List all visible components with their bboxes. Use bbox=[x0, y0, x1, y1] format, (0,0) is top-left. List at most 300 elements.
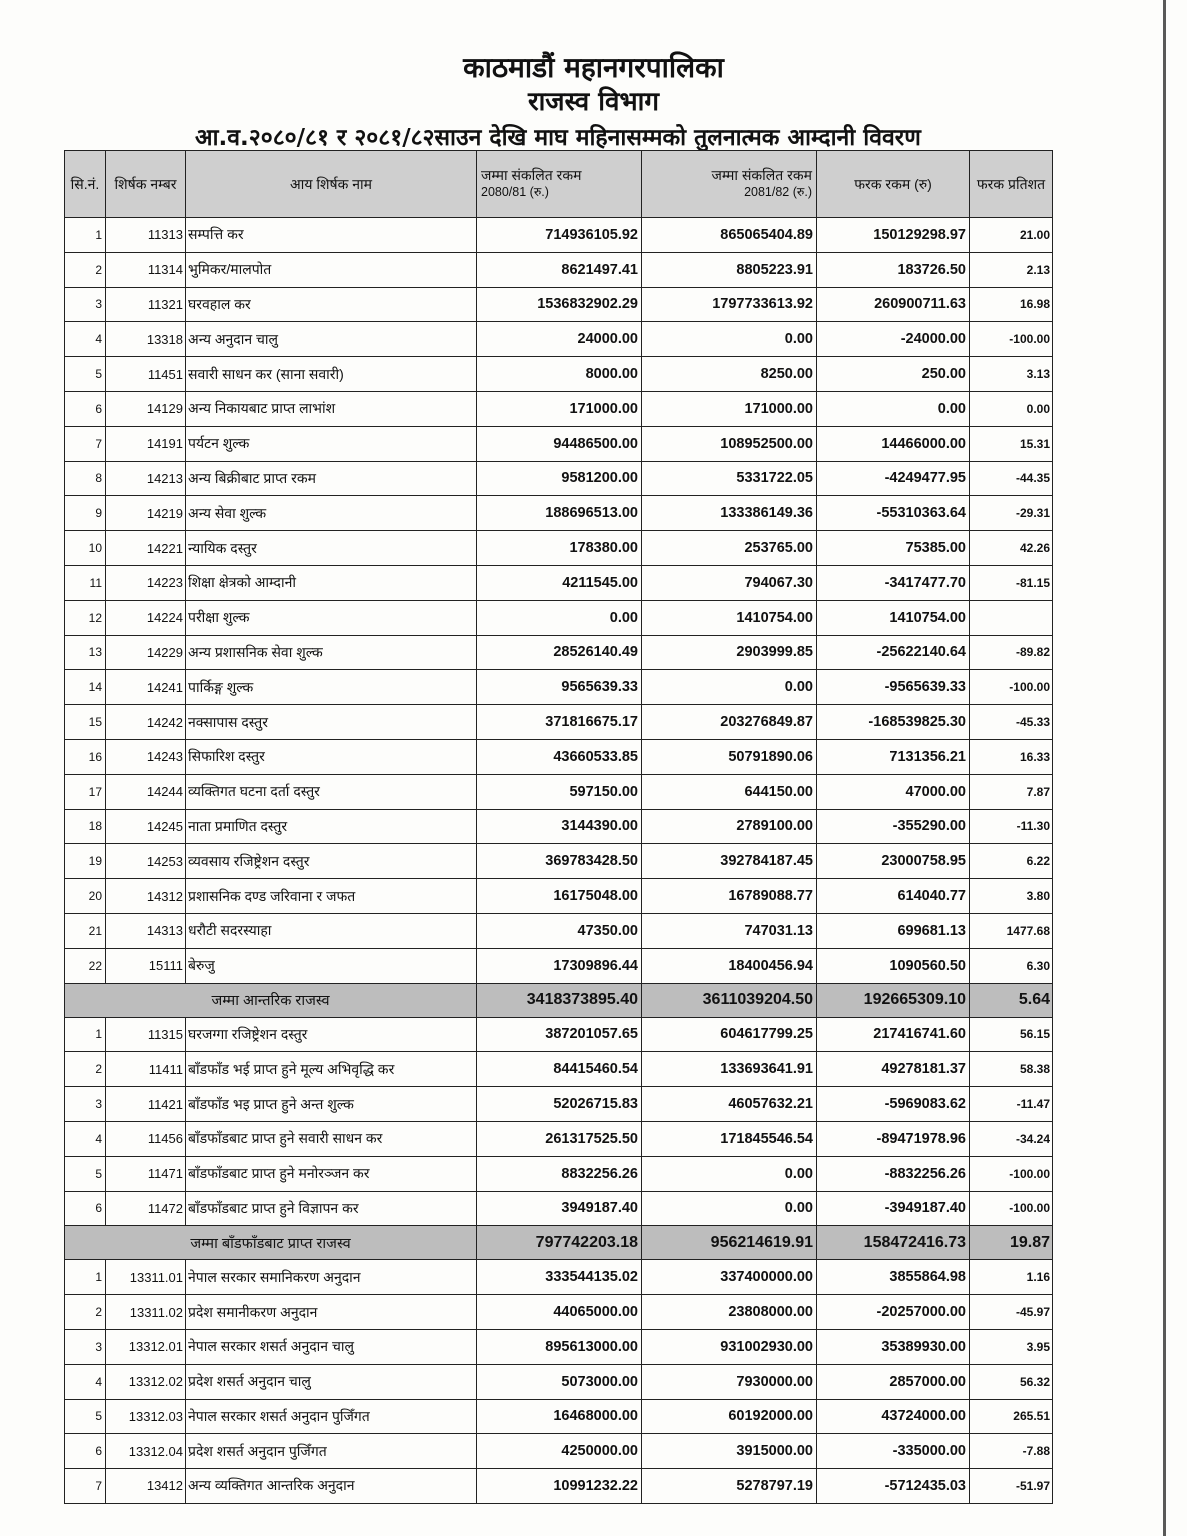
row-amount-2080-81: 10991232.22 bbox=[477, 1469, 642, 1504]
row-amount-2081-82: 171000.00 bbox=[642, 391, 817, 426]
row-serial-number: 11 bbox=[65, 565, 106, 600]
row-heading-name: सवारी साधन कर (साना सवारी) bbox=[186, 357, 477, 392]
row-difference: 217416741.60 bbox=[817, 1017, 970, 1052]
row-serial-number: 3 bbox=[65, 1087, 106, 1122]
row-difference: 47000.00 bbox=[817, 774, 970, 809]
row-amount-2081-82: 865065404.89 bbox=[642, 218, 817, 253]
row-amount-2080-81: 52026715.83 bbox=[477, 1087, 642, 1122]
row-amount-2080-81: 597150.00 bbox=[477, 774, 642, 809]
report-subtitle: आ.व.२०८०/८१ र २०८१/८२साउन देखि माघ महिनासम्मको तुलनात्मक आम्दानी विवरण bbox=[195, 125, 921, 151]
row-difference: 0.00 bbox=[817, 391, 970, 426]
row-difference: 7131356.21 bbox=[817, 739, 970, 774]
row-heading-code: 14241 bbox=[106, 670, 186, 705]
row-amount-2080-81: 261317525.50 bbox=[477, 1121, 642, 1156]
row-heading-code: 11315 bbox=[106, 1017, 186, 1052]
row-heading-name: बेरुजु bbox=[186, 948, 477, 983]
row-heading-code: 14243 bbox=[106, 739, 186, 774]
row-heading-code: 13312.01 bbox=[106, 1329, 186, 1364]
total-difference: 192665309.10 bbox=[817, 983, 970, 1017]
row-heading-code: 14312 bbox=[106, 879, 186, 914]
row-serial-number: 15 bbox=[65, 705, 106, 740]
row-percent-change: 58.38 bbox=[970, 1052, 1053, 1087]
row-percent-change: 56.15 bbox=[970, 1017, 1053, 1052]
table-row bbox=[65, 1434, 1053, 1469]
row-serial-number: 7 bbox=[65, 1469, 106, 1504]
row-amount-2080-81: 17309896.44 bbox=[477, 948, 642, 983]
row-amount-2081-82: 5278797.19 bbox=[642, 1469, 817, 1504]
row-heading-name: नक्सापास दस्तुर bbox=[186, 705, 477, 740]
row-serial-number: 19 bbox=[65, 844, 106, 879]
row-amount-2080-81: 387201057.65 bbox=[477, 1017, 642, 1052]
row-difference: -20257000.00 bbox=[817, 1295, 970, 1330]
row-heading-code: 11472 bbox=[106, 1191, 186, 1226]
row-difference: -335000.00 bbox=[817, 1434, 970, 1469]
row-serial-number: 2 bbox=[65, 1295, 106, 1330]
row-serial-number: 3 bbox=[65, 1329, 106, 1364]
row-difference: 2857000.00 bbox=[817, 1364, 970, 1399]
row-amount-2081-82: 8805223.91 bbox=[642, 252, 817, 287]
row-heading-code: 14191 bbox=[106, 426, 186, 461]
row-heading-code: 11451 bbox=[106, 357, 186, 392]
row-serial-number: 1 bbox=[65, 218, 106, 253]
row-serial-number: 8 bbox=[65, 461, 106, 496]
table-row bbox=[65, 1295, 1053, 1330]
table-row bbox=[65, 705, 1053, 740]
row-heading-code: 13318 bbox=[106, 322, 186, 357]
total-amount-2081-82: 3611039204.50 bbox=[642, 983, 817, 1017]
row-difference: -4249477.95 bbox=[817, 461, 970, 496]
row-percent-change: -29.31 bbox=[970, 496, 1053, 531]
row-percent-change: -45.97 bbox=[970, 1295, 1053, 1330]
row-heading-code: 13412 bbox=[106, 1469, 186, 1504]
row-amount-2080-81: 24000.00 bbox=[477, 322, 642, 357]
row-amount-2081-82: 392784187.45 bbox=[642, 844, 817, 879]
row-percent-change: 15.31 bbox=[970, 426, 1053, 461]
row-heading-code: 11471 bbox=[106, 1156, 186, 1191]
row-heading-name: धरौटी सदरस्याहा bbox=[186, 913, 477, 948]
row-difference: 150129298.97 bbox=[817, 218, 970, 253]
row-heading-name: परीक्षा शुल्क bbox=[186, 600, 477, 635]
row-amount-2081-82: 747031.13 bbox=[642, 913, 817, 948]
table-row bbox=[65, 1364, 1053, 1399]
table-row bbox=[65, 461, 1053, 496]
row-serial-number: 4 bbox=[65, 322, 106, 357]
table-row bbox=[65, 1052, 1053, 1087]
row-heading-name: बाँडफाँडबाट प्राप्त हुने मनोरञ्जन कर bbox=[186, 1156, 477, 1191]
row-difference: -3949187.40 bbox=[817, 1191, 970, 1226]
table-row bbox=[65, 1087, 1053, 1122]
row-percent-change: 56.32 bbox=[970, 1364, 1053, 1399]
table-row bbox=[65, 1469, 1053, 1504]
row-amount-2081-82: 2903999.85 bbox=[642, 635, 817, 670]
row-percent-change: 3.95 bbox=[970, 1329, 1053, 1364]
row-heading-code: 14242 bbox=[106, 705, 186, 740]
row-amount-2081-82: 253765.00 bbox=[642, 531, 817, 566]
row-amount-2081-82: 794067.30 bbox=[642, 565, 817, 600]
row-difference: -24000.00 bbox=[817, 322, 970, 357]
row-amount-2081-82: 8250.00 bbox=[642, 357, 817, 392]
row-amount-2081-82: 133386149.36 bbox=[642, 496, 817, 531]
org-title: काठमाडौं महानगरपालिका bbox=[463, 51, 724, 84]
row-difference: -9565639.33 bbox=[817, 670, 970, 705]
row-heading-code: 11421 bbox=[106, 1087, 186, 1122]
row-serial-number: 14 bbox=[65, 670, 106, 705]
row-difference: 23000758.95 bbox=[817, 844, 970, 879]
table-row bbox=[65, 1156, 1053, 1191]
row-heading-name: प्रदेश समानीकरण अनुदान bbox=[186, 1295, 477, 1330]
total-percent-change: 5.64 bbox=[970, 983, 1053, 1017]
row-difference: 75385.00 bbox=[817, 531, 970, 566]
row-percent-change: 16.33 bbox=[970, 739, 1053, 774]
table-row bbox=[65, 322, 1053, 357]
row-serial-number: 7 bbox=[65, 426, 106, 461]
row-difference: 1410754.00 bbox=[817, 600, 970, 635]
row-percent-change: 7.87 bbox=[970, 774, 1053, 809]
row-amount-2081-82: 7930000.00 bbox=[642, 1364, 817, 1399]
row-heading-name: अन्य अनुदान चालु bbox=[186, 322, 477, 357]
row-difference: -355290.00 bbox=[817, 809, 970, 844]
row-heading-name: अन्य बिक्रीबाट प्राप्त रकम bbox=[186, 461, 477, 496]
row-heading-name: व्यक्तिगत घटना दर्ता दस्तुर bbox=[186, 774, 477, 809]
table-row bbox=[65, 565, 1053, 600]
row-serial-number: 5 bbox=[65, 1156, 106, 1191]
row-serial-number: 4 bbox=[65, 1121, 106, 1156]
row-difference: 614040.77 bbox=[817, 879, 970, 914]
row-serial-number: 1 bbox=[65, 1260, 106, 1295]
row-serial-number: 4 bbox=[65, 1364, 106, 1399]
row-amount-2081-82: 5331722.05 bbox=[642, 461, 817, 496]
row-heading-name: भुमिकर/मालपोत bbox=[186, 252, 477, 287]
row-amount-2080-81: 9565639.33 bbox=[477, 670, 642, 705]
table-row bbox=[65, 287, 1053, 322]
total-amount-2080-81: 3418373895.40 bbox=[477, 983, 642, 1017]
row-amount-2081-82: 2789100.00 bbox=[642, 809, 817, 844]
row-difference: -25622140.64 bbox=[817, 635, 970, 670]
row-heading-name: नेपाल सरकार शसर्त अनुदान पुजिँगत bbox=[186, 1399, 477, 1434]
row-amount-2080-81: 369783428.50 bbox=[477, 844, 642, 879]
table-row bbox=[65, 844, 1053, 879]
row-difference: 699681.13 bbox=[817, 913, 970, 948]
col-header-diff: फरक रकम (रु) bbox=[817, 151, 970, 218]
row-heading-name: प्रदेश शसर्त अनुदान पुजिँगत bbox=[186, 1434, 477, 1469]
row-amount-2081-82: 46057632.21 bbox=[642, 1087, 817, 1122]
row-heading-name: प्रशासनिक दण्ड जरिवाना र जफत bbox=[186, 879, 477, 914]
total-label: जम्मा आन्तरिक राजस्व bbox=[65, 983, 477, 1017]
row-amount-2080-81: 8621497.41 bbox=[477, 252, 642, 287]
row-amount-2081-82: 0.00 bbox=[642, 670, 817, 705]
row-amount-2080-81: 333544135.02 bbox=[477, 1260, 642, 1295]
row-serial-number: 3 bbox=[65, 287, 106, 322]
row-heading-name: घरजग्गा रजिष्ट्रेशन दस्तुर bbox=[186, 1017, 477, 1052]
row-percent-change: -89.82 bbox=[970, 635, 1053, 670]
row-amount-2081-82: 171845546.54 bbox=[642, 1121, 817, 1156]
row-heading-code: 13312.04 bbox=[106, 1434, 186, 1469]
row-percent-change: -45.33 bbox=[970, 705, 1053, 740]
row-serial-number: 5 bbox=[65, 357, 106, 392]
row-amount-2080-81: 1536832902.29 bbox=[477, 287, 642, 322]
row-amount-2080-81: 188696513.00 bbox=[477, 496, 642, 531]
total-percent-change: 19.87 bbox=[970, 1226, 1053, 1260]
row-heading-code: 11314 bbox=[106, 252, 186, 287]
row-heading-name: अन्य निकायबाट प्राप्त लाभांश bbox=[186, 391, 477, 426]
row-difference: 3855864.98 bbox=[817, 1260, 970, 1295]
row-amount-2081-82: 3915000.00 bbox=[642, 1434, 817, 1469]
table-row bbox=[65, 391, 1053, 426]
row-percent-change: -100.00 bbox=[970, 670, 1053, 705]
row-heading-code: 14224 bbox=[106, 600, 186, 635]
row-difference: -55310363.64 bbox=[817, 496, 970, 531]
table-row bbox=[65, 357, 1053, 392]
row-percent-change: -100.00 bbox=[970, 322, 1053, 357]
row-heading-code: 15111 bbox=[106, 948, 186, 983]
col-header-2080-81-sub: 2080/81 (रु.) bbox=[481, 185, 549, 199]
col-header-pct: फरक प्रतिशत bbox=[970, 151, 1053, 218]
row-heading-name: पार्किङ्ग शुल्क bbox=[186, 670, 477, 705]
row-serial-number: 2 bbox=[65, 1052, 106, 1087]
row-amount-2081-82: 203276849.87 bbox=[642, 705, 817, 740]
row-amount-2081-82: 60192000.00 bbox=[642, 1399, 817, 1434]
row-serial-number: 13 bbox=[65, 635, 106, 670]
row-amount-2081-82: 50791890.06 bbox=[642, 739, 817, 774]
col-header-code: शिर्षक नम्बर bbox=[106, 151, 186, 218]
row-amount-2081-82: 1797733613.92 bbox=[642, 287, 817, 322]
row-serial-number: 10 bbox=[65, 531, 106, 566]
row-percent-change: 6.30 bbox=[970, 948, 1053, 983]
row-percent-change: 42.26 bbox=[970, 531, 1053, 566]
row-percent-change: 21.00 bbox=[970, 218, 1053, 253]
row-percent-change: -11.47 bbox=[970, 1087, 1053, 1122]
row-amount-2080-81: 714936105.92 bbox=[477, 218, 642, 253]
table-row bbox=[65, 948, 1053, 983]
row-heading-code: 14129 bbox=[106, 391, 186, 426]
row-amount-2080-81: 5073000.00 bbox=[477, 1364, 642, 1399]
row-amount-2081-82: 133693641.91 bbox=[642, 1052, 817, 1087]
row-heading-name: बाँडफाँड भई प्राप्त हुने मूल्य अभिवृद्धि कर bbox=[186, 1052, 477, 1087]
row-percent-change: -100.00 bbox=[970, 1191, 1053, 1226]
row-percent-change: 1.16 bbox=[970, 1260, 1053, 1295]
table-row bbox=[65, 218, 1053, 253]
row-serial-number: 20 bbox=[65, 879, 106, 914]
row-serial-number: 16 bbox=[65, 739, 106, 774]
row-percent-change: 16.98 bbox=[970, 287, 1053, 322]
col-header-name: आय शिर्षक नाम bbox=[186, 151, 477, 218]
row-heading-name: अन्य सेवा शुल्क bbox=[186, 496, 477, 531]
row-heading-code: 14253 bbox=[106, 844, 186, 879]
row-percent-change: -11.30 bbox=[970, 809, 1053, 844]
total-label: जम्मा बाँडफाँडबाट प्राप्त राजस्व bbox=[65, 1226, 477, 1260]
row-percent-change: 2.13 bbox=[970, 252, 1053, 287]
row-amount-2080-81: 8832256.26 bbox=[477, 1156, 642, 1191]
row-percent-change: 3.80 bbox=[970, 879, 1053, 914]
row-percent-change: -51.97 bbox=[970, 1469, 1053, 1504]
col-header-2080-81 bbox=[477, 151, 642, 218]
row-heading-code: 14313 bbox=[106, 913, 186, 948]
table-row bbox=[65, 879, 1053, 914]
scan-edge-line bbox=[1163, 0, 1166, 1536]
row-amount-2080-81: 28526140.49 bbox=[477, 635, 642, 670]
row-difference: 260900711.63 bbox=[817, 287, 970, 322]
row-heading-name: नेपाल सरकार शसर्त अनुदान चालु bbox=[186, 1329, 477, 1364]
row-difference: 35389930.00 bbox=[817, 1329, 970, 1364]
row-amount-2081-82: 108952500.00 bbox=[642, 426, 817, 461]
row-difference: -3417477.70 bbox=[817, 565, 970, 600]
row-heading-name: नेपाल सरकार समानिकरण अनुदान bbox=[186, 1260, 477, 1295]
table-row bbox=[65, 809, 1053, 844]
row-heading-name: बाँडफाँडबाट प्राप्त हुने सवारी साधन कर bbox=[186, 1121, 477, 1156]
table-row bbox=[65, 1191, 1053, 1226]
row-serial-number: 2 bbox=[65, 252, 106, 287]
row-percent-change: -44.35 bbox=[970, 461, 1053, 496]
row-difference: -5712435.03 bbox=[817, 1469, 970, 1504]
row-percent-change: 3.13 bbox=[970, 357, 1053, 392]
table-row bbox=[65, 670, 1053, 705]
row-amount-2080-81: 16175048.00 bbox=[477, 879, 642, 914]
row-amount-2080-81: 8000.00 bbox=[477, 357, 642, 392]
table-row bbox=[65, 531, 1053, 566]
row-amount-2081-82: 644150.00 bbox=[642, 774, 817, 809]
row-percent-change: 0.00 bbox=[970, 391, 1053, 426]
row-amount-2080-81: 4250000.00 bbox=[477, 1434, 642, 1469]
row-heading-code: 13311.02 bbox=[106, 1295, 186, 1330]
row-difference: 1090560.50 bbox=[817, 948, 970, 983]
row-heading-name: बाँडफाँडबाट प्राप्त हुने विज्ञापन कर bbox=[186, 1191, 477, 1226]
row-serial-number: 9 bbox=[65, 496, 106, 531]
row-percent-change: 265.51 bbox=[970, 1399, 1053, 1434]
table-row bbox=[65, 252, 1053, 287]
row-serial-number: 6 bbox=[65, 1434, 106, 1469]
row-serial-number: 6 bbox=[65, 1191, 106, 1226]
row-amount-2080-81: 178380.00 bbox=[477, 531, 642, 566]
row-heading-name: नाता प्रमाणित दस्तुर bbox=[186, 809, 477, 844]
table-row bbox=[65, 739, 1053, 774]
row-percent-change: -81.15 bbox=[970, 565, 1053, 600]
row-heading-name: अन्य व्यक्तिगत आन्तरिक अनुदान bbox=[186, 1469, 477, 1504]
row-heading-code: 14223 bbox=[106, 565, 186, 600]
row-difference: 49278181.37 bbox=[817, 1052, 970, 1087]
section-total-row bbox=[65, 983, 1053, 1017]
table-row bbox=[65, 600, 1053, 635]
row-heading-name: घरवहाल कर bbox=[186, 287, 477, 322]
row-heading-code: 14219 bbox=[106, 496, 186, 531]
table-row bbox=[65, 1399, 1053, 1434]
row-amount-2080-81: 171000.00 bbox=[477, 391, 642, 426]
row-amount-2081-82: 931002930.00 bbox=[642, 1329, 817, 1364]
row-amount-2080-81: 4211545.00 bbox=[477, 565, 642, 600]
row-heading-name: पर्यटन शुल्क bbox=[186, 426, 477, 461]
row-serial-number: 17 bbox=[65, 774, 106, 809]
row-amount-2080-81: 371816675.17 bbox=[477, 705, 642, 740]
row-serial-number: 5 bbox=[65, 1399, 106, 1434]
row-amount-2080-81: 3949187.40 bbox=[477, 1191, 642, 1226]
row-serial-number: 22 bbox=[65, 948, 106, 983]
col-header-2081-82-sub: 2081/82 (रु.) bbox=[744, 185, 812, 199]
row-amount-2080-81: 43660533.85 bbox=[477, 739, 642, 774]
row-percent-change bbox=[970, 600, 1053, 635]
total-amount-2080-81: 797742203.18 bbox=[477, 1226, 642, 1260]
col-header-2080-81-label: जम्मा संकलित रकम bbox=[481, 167, 582, 183]
row-difference: 43724000.00 bbox=[817, 1399, 970, 1434]
row-amount-2080-81: 9581200.00 bbox=[477, 461, 642, 496]
table-row bbox=[65, 635, 1053, 670]
row-serial-number: 18 bbox=[65, 809, 106, 844]
total-difference: 158472416.73 bbox=[817, 1226, 970, 1260]
row-percent-change: -34.24 bbox=[970, 1121, 1053, 1156]
row-amount-2080-81: 44065000.00 bbox=[477, 1295, 642, 1330]
row-percent-change: -100.00 bbox=[970, 1156, 1053, 1191]
col-header-sn: सि.नं. bbox=[65, 151, 106, 218]
row-heading-code: 14213 bbox=[106, 461, 186, 496]
revenue-comparison-table bbox=[64, 150, 1053, 1504]
row-amount-2080-81: 16468000.00 bbox=[477, 1399, 642, 1434]
row-heading-code: 13312.02 bbox=[106, 1364, 186, 1399]
row-heading-code: 14244 bbox=[106, 774, 186, 809]
row-difference: 14466000.00 bbox=[817, 426, 970, 461]
row-heading-name: शिक्षा क्षेत्रको आम्दानी bbox=[186, 565, 477, 600]
row-heading-code: 13311.01 bbox=[106, 1260, 186, 1295]
row-heading-code: 14229 bbox=[106, 635, 186, 670]
row-heading-code: 14221 bbox=[106, 531, 186, 566]
row-amount-2080-81: 0.00 bbox=[477, 600, 642, 635]
table-row bbox=[65, 1121, 1053, 1156]
row-amount-2081-82: 18400456.94 bbox=[642, 948, 817, 983]
table-row bbox=[65, 913, 1053, 948]
row-difference: -5969083.62 bbox=[817, 1087, 970, 1122]
row-serial-number: 6 bbox=[65, 391, 106, 426]
row-amount-2080-81: 47350.00 bbox=[477, 913, 642, 948]
row-amount-2081-82: 0.00 bbox=[642, 1191, 817, 1226]
row-difference: -168539825.30 bbox=[817, 705, 970, 740]
row-amount-2080-81: 895613000.00 bbox=[477, 1329, 642, 1364]
section-total-row bbox=[65, 1226, 1053, 1260]
row-heading-code: 11456 bbox=[106, 1121, 186, 1156]
row-heading-name: सम्पत्ति कर bbox=[186, 218, 477, 253]
table-row bbox=[65, 496, 1053, 531]
row-heading-name: अन्य प्रशासनिक सेवा शुल्क bbox=[186, 635, 477, 670]
table-body bbox=[65, 218, 1053, 1504]
table-row bbox=[65, 1329, 1053, 1364]
row-amount-2081-82: 0.00 bbox=[642, 322, 817, 357]
row-serial-number: 21 bbox=[65, 913, 106, 948]
row-amount-2080-81: 84415460.54 bbox=[477, 1052, 642, 1087]
row-heading-name: बाँडफाँड भइ प्राप्त हुने अन्त शुल्क bbox=[186, 1087, 477, 1122]
row-amount-2081-82: 604617799.25 bbox=[642, 1017, 817, 1052]
row-serial-number: 1 bbox=[65, 1017, 106, 1052]
row-heading-code: 11313 bbox=[106, 218, 186, 253]
row-amount-2081-82: 23808000.00 bbox=[642, 1295, 817, 1330]
table-row bbox=[65, 774, 1053, 809]
row-difference: 250.00 bbox=[817, 357, 970, 392]
col-header-2081-82 bbox=[642, 151, 817, 218]
row-heading-code: 11321 bbox=[106, 287, 186, 322]
row-difference: -8832256.26 bbox=[817, 1156, 970, 1191]
row-serial-number: 12 bbox=[65, 600, 106, 635]
row-heading-name: व्यवसाय रजिष्ट्रेशन दस्तुर bbox=[186, 844, 477, 879]
row-heading-name: प्रदेश शसर्त अनुदान चालु bbox=[186, 1364, 477, 1399]
table-header-row bbox=[65, 151, 1053, 218]
table-row bbox=[65, 1260, 1053, 1295]
row-amount-2080-81: 94486500.00 bbox=[477, 426, 642, 461]
row-difference: 183726.50 bbox=[817, 252, 970, 287]
row-amount-2080-81: 3144390.00 bbox=[477, 809, 642, 844]
row-amount-2081-82: 1410754.00 bbox=[642, 600, 817, 635]
col-header-2081-82-label: जम्मा संकलित रकम bbox=[711, 167, 812, 183]
row-percent-change: -7.88 bbox=[970, 1434, 1053, 1469]
row-amount-2081-82: 337400000.00 bbox=[642, 1260, 817, 1295]
row-amount-2081-82: 0.00 bbox=[642, 1156, 817, 1191]
row-heading-code: 14245 bbox=[106, 809, 186, 844]
row-heading-name: न्यायिक दस्तुर bbox=[186, 531, 477, 566]
row-heading-code: 13312.03 bbox=[106, 1399, 186, 1434]
